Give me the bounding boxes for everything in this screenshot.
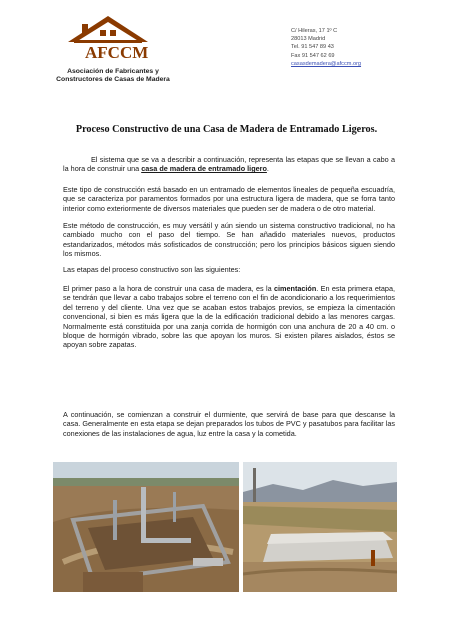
logo-brand-text: AFCCM xyxy=(85,43,149,62)
paragraph-stages-intro: Las etapas del proceso constructivo son las siguientes: xyxy=(63,265,241,274)
intro-end: . xyxy=(266,164,269,174)
photo-concrete-slab-image xyxy=(243,462,397,592)
contact-email-link[interactable]: casasdemadera@afccm.org xyxy=(291,60,362,67)
intro-highlight: casa de madera de entramado ligero xyxy=(141,164,267,174)
document-title: Proceso Constructivo de una Casa de Madera de Entramado Ligeros. xyxy=(75,124,378,135)
photo-foundation-pipes xyxy=(53,462,239,592)
contact-tel: Tel. 91 547 89 43 xyxy=(291,44,334,51)
foundation-text-start: El primer paso a la hora de construir una casa de madera, es la xyxy=(63,284,274,293)
photo-concrete-slab xyxy=(243,462,397,592)
logo-subtitle-line2: Constructores de Casas de Madera xyxy=(56,76,170,83)
intro-text: El sistema que se va a describir a continuación, representa las etapas que se llevan a cabo a la hora de construir una xyxy=(63,155,395,174)
foundation-text-rest: . En esta primera etapa, se tendrán que llevar a cabo trabajos sobre el terreno con el fin de acondicionario a los requerimientos del terreno y del cliente. Una vez que se acaban estos trabajos previos, se empieza la cimentación convencional, si bien es más ligera que la de la edificación tradicional debido a las menores cargas. Normalmente está constituida por una zanja corrida de hormigón con una anchura de 20 a 40 cm. o bloque de hormigón vibrado, sobre las que apoyan los muros. Si existen pilares aislados, éstos se apoyan sobre zapatas. xyxy=(63,284,395,350)
photo-row xyxy=(53,462,397,592)
paragraph-method: Este método de construcción, es muy versátil y aún siendo un sistema constructivo tradicional, no ha cambiado mucho con el paso del tiempo. Se han añadido materiales nuevos, productos estandarizados, métodos más sofisticados de construcción; pero los principios básicos siguen siendo los mismos. xyxy=(63,221,395,259)
contact-fax: Fax 91 547 62 69 xyxy=(291,52,335,59)
paragraph-description: Este tipo de construcción está basado en un entramado de elementos lineales de pequeña escuadría, que se caracteriza por paramentos formados por una estructura ligera de madera, que se forra tanto interior como exteriormente de diversos materiales que pueden ser de madera o de otro material. xyxy=(63,185,395,213)
afccm-logo xyxy=(48,14,178,92)
paragraph-intro xyxy=(63,155,395,174)
paragraph-foundation xyxy=(63,284,395,350)
photo-foundation-pipes-image xyxy=(53,462,239,592)
foundation-keyword: cimentación xyxy=(273,284,317,293)
logo-subtitle xyxy=(48,68,178,84)
paragraph-sill: A continuación, se comienzan a construir el durmiente, que servirá de base para que descanse la casa. Generalmente en esta etapa se dejan preparados los tubos de PVC y pasatubos para facilitar las conexiones de las instalaciones de agua, luz entre la casa y la cometida. xyxy=(63,410,395,438)
contact-address: C/ Hileras, 17 1º C xyxy=(291,28,338,34)
contact-city: 28013 Madrid xyxy=(291,36,326,43)
logo-subtitle-line1: Asociación de Fabricantes y xyxy=(67,68,159,75)
contact-block xyxy=(291,27,421,68)
